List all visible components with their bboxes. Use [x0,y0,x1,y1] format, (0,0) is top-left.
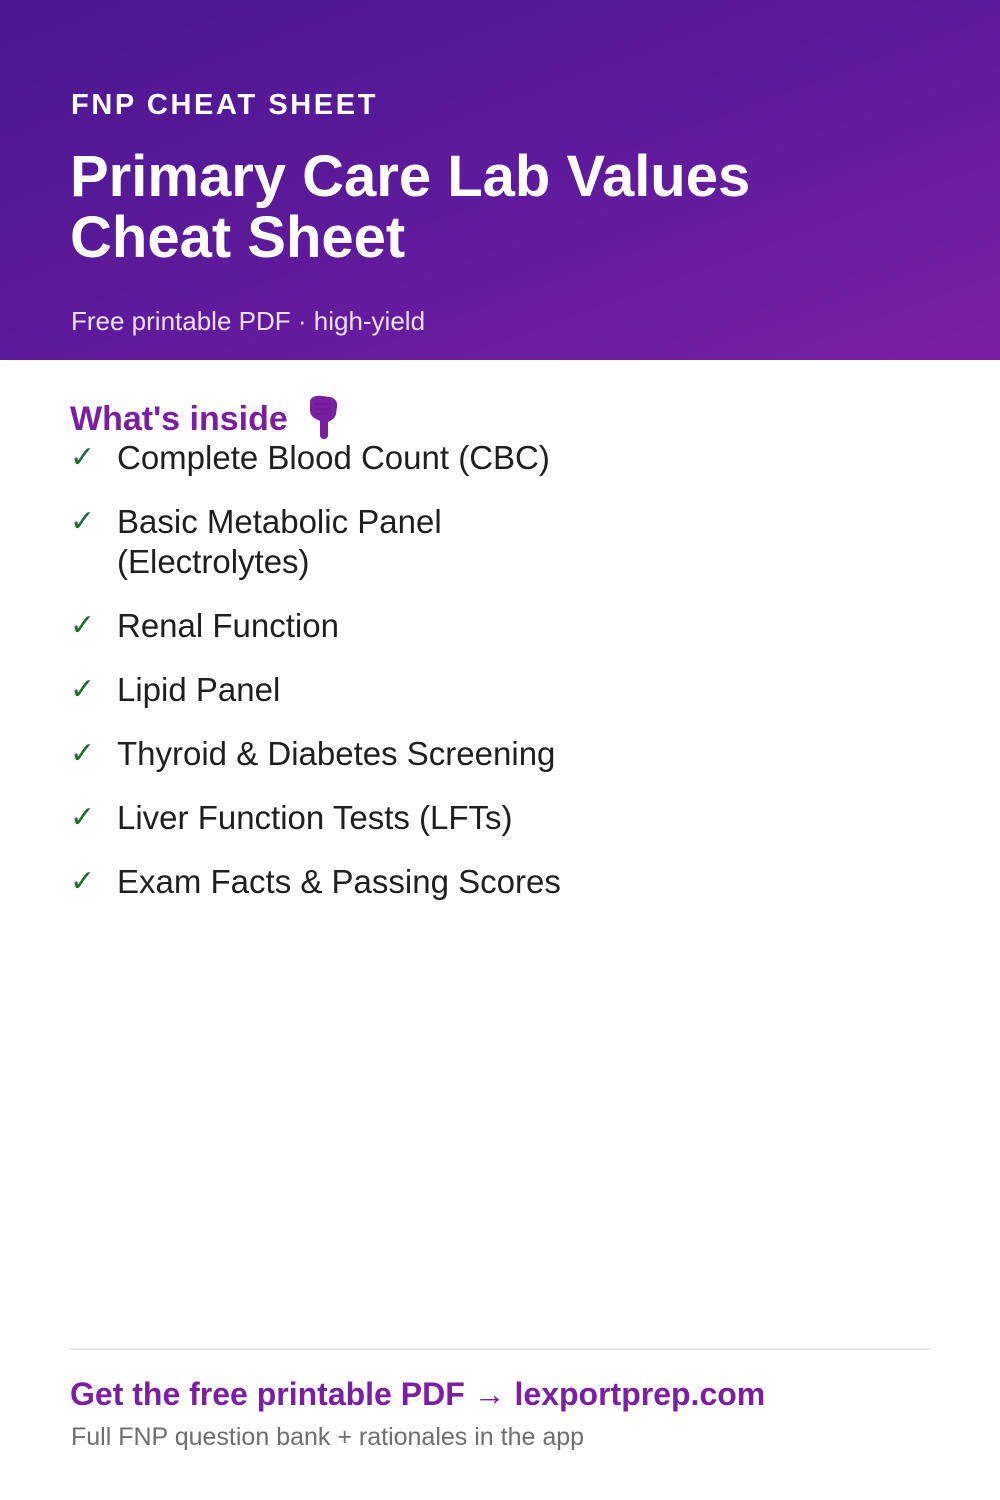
footer-note: Full FNP question bank + rationales in the app [71,1423,585,1451]
list-item-label: Renal Function [117,607,339,644]
list-item [70,670,870,710]
list-item-label: Complete Blood Count (CBC) [117,439,550,476]
checkmark-icon: ✓ [70,672,96,707]
checkmark-icon: ✓ [70,608,96,643]
list-item-label: Exam Facts & Passing Scores [117,863,561,900]
list-item [70,798,870,838]
page-subtitle: Free printable PDF · high-yield [71,306,426,336]
list-item-label: Thyroid & Diabetes Screening [117,735,556,772]
whats-inside-heading-text: What's inside [70,400,288,438]
list-item-label: Liver Function Tests (LFTs) [117,799,513,836]
list-item [70,862,870,902]
eyebrow-label: FNP CHEAT SHEET [71,89,379,121]
checkmark-icon: ✓ [70,800,96,835]
checkmark-icon: ✓ [70,504,96,539]
whats-inside-heading [70,396,344,442]
list-item-label: Basic Metabolic Panel (Electrolytes) [117,503,442,580]
page-title: Primary Care Lab Values Cheat Sheet [70,144,751,270]
checkmark-icon: ✓ [70,736,96,771]
pointing-down-hand-icon [304,394,344,440]
contents-list [70,438,870,926]
list-item [70,502,870,582]
footer-divider [70,1348,930,1350]
checkmark-icon: ✓ [70,440,96,475]
list-item [70,734,870,774]
list-item [70,438,870,478]
list-item-label: Lipid Panel [117,671,281,708]
list-item [70,606,870,646]
header-banner [0,0,1000,360]
checkmark-icon: ✓ [70,864,96,899]
download-pdf-link[interactable]: Get the free printable PDF → lexportprep.com [70,1376,766,1412]
